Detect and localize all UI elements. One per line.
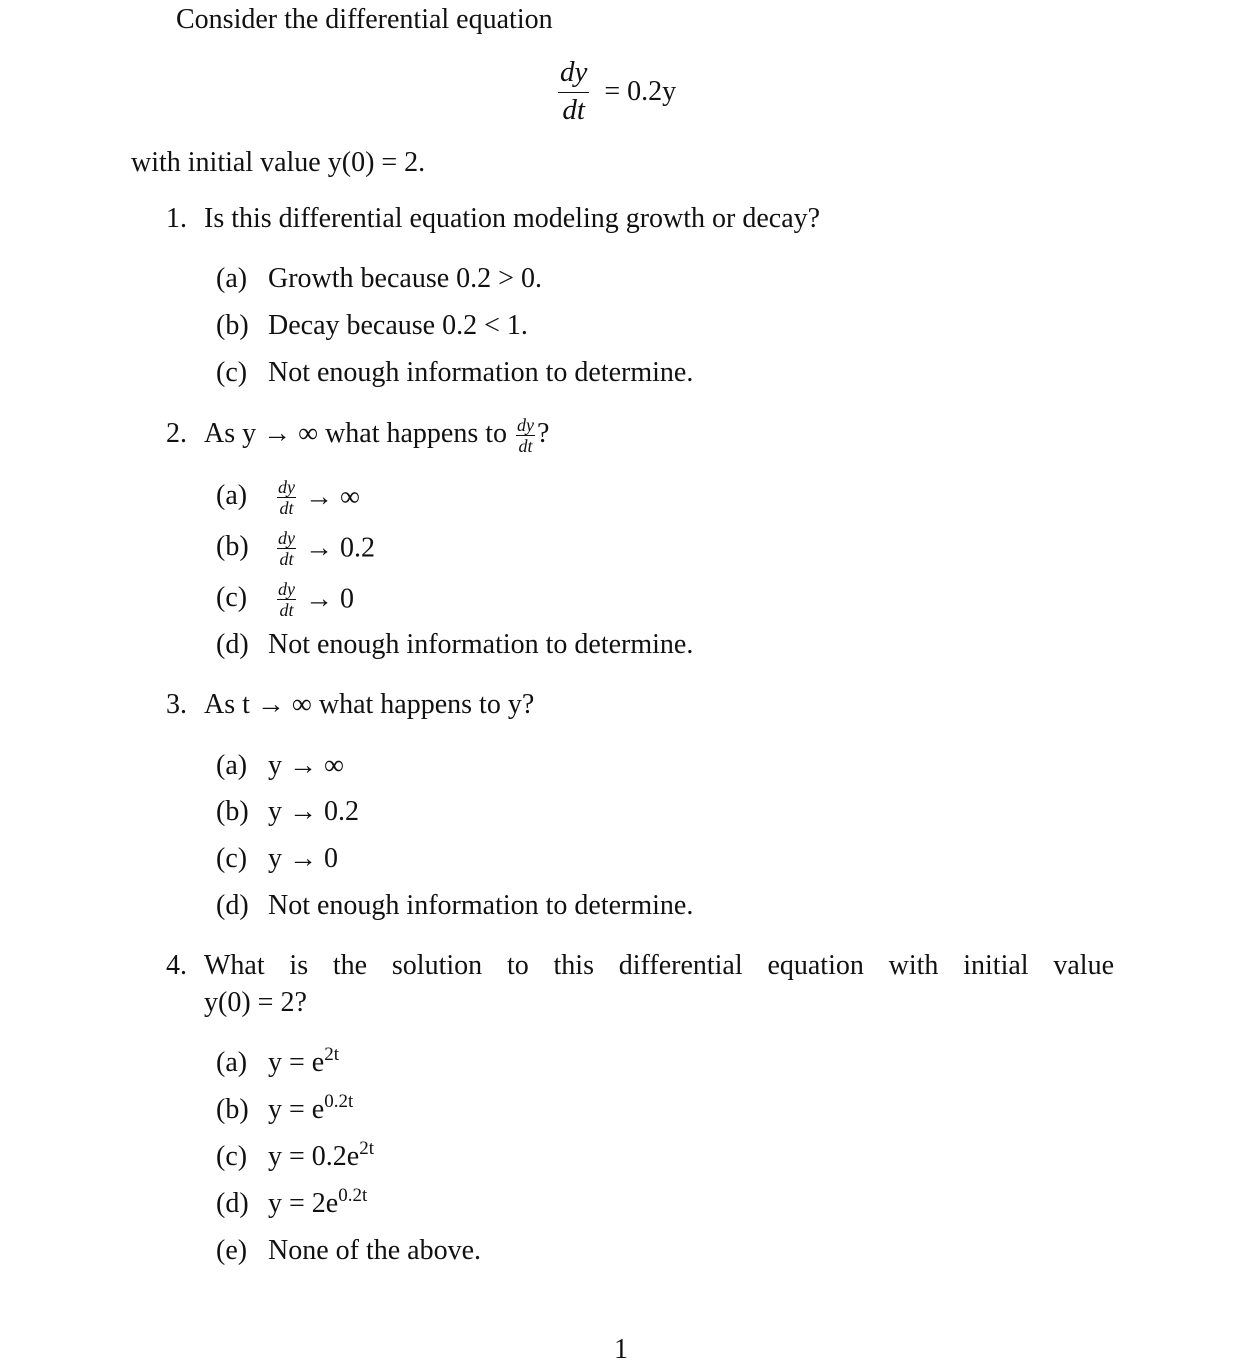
option-exponent: 2t [324, 1044, 339, 1065]
question-number: 4. [166, 950, 187, 981]
option-text: → ∞ [305, 481, 360, 513]
fraction-denominator: dt [562, 94, 585, 126]
dy-dt-fraction [558, 58, 589, 125]
q3-option-b [216, 798, 359, 826]
option-label: (b) [216, 1094, 249, 1125]
question-number: 1. [166, 203, 187, 234]
option-label: (c) [216, 1141, 248, 1172]
option-label: (d) [216, 1188, 249, 1219]
option-label: (a) [216, 750, 248, 781]
option-text: Decay because 0.2 < 1. [268, 310, 528, 341]
q2-option-a [216, 478, 360, 517]
question-4 [166, 952, 1114, 1017]
question-text: Is this differential equation modeling growth or decay? [204, 203, 821, 234]
option-text: Not enough information to determine. [268, 890, 694, 921]
question-number: 3. [166, 689, 187, 720]
dy-dt-fraction [277, 478, 296, 517]
question-number: 2. [166, 417, 187, 449]
option-exponent: 0.2t [338, 1185, 368, 1206]
option-label: (b) [216, 310, 249, 341]
fraction-denominator: dt [279, 549, 294, 569]
q4-option-c [216, 1138, 374, 1172]
q4-option-a [216, 1044, 339, 1078]
fraction-numerator: dy [278, 579, 295, 599]
q1-option-b [216, 312, 528, 340]
question-end: ? [537, 417, 550, 449]
q1-option-a [216, 265, 542, 293]
fraction-denominator: dt [518, 436, 533, 456]
fraction-numerator: dy [558, 58, 589, 93]
option-text: Growth because 0.2 > 0. [268, 263, 542, 294]
option-label: (c) [216, 357, 248, 388]
option-text: → 0 [305, 583, 354, 615]
option-exponent: 0.2t [324, 1091, 354, 1112]
option-base: y = e [268, 1094, 325, 1125]
option-base: y = e [268, 1047, 325, 1078]
dy-dt-fraction [516, 416, 535, 455]
option-text: Not enough information to determine. [268, 629, 694, 660]
page-number: 1 [614, 1334, 628, 1365]
q3-option-c [216, 845, 338, 873]
initial-value-text: with initial value y(0) = 2. [131, 147, 426, 178]
intro-text: Consider the differential equation [176, 4, 553, 35]
q2-option-d [216, 631, 693, 659]
question-3 [166, 691, 534, 719]
dy-dt-fraction [277, 529, 296, 568]
option-base: y = 0.2e [268, 1141, 360, 1172]
option-label: (a) [216, 479, 248, 511]
option-text: → 0.2 [305, 532, 375, 564]
dy-dt-fraction [277, 580, 296, 619]
fraction-numerator: dy [517, 415, 535, 435]
q3-option-a [216, 752, 344, 780]
q1-option-c [216, 359, 693, 387]
question-text-line-2: y(0) = 2? [204, 987, 307, 1018]
q4-option-d [216, 1185, 368, 1219]
main-equation [556, 58, 676, 125]
fraction-denominator: dt [279, 498, 294, 518]
q2-option-b [216, 529, 375, 568]
option-label: (d) [216, 629, 249, 660]
question-text-line-1: What is the solution to this differential equation with initial value [204, 950, 1114, 981]
option-exponent: 2t [359, 1138, 374, 1159]
option-text: y → ∞ [268, 750, 344, 781]
question-text: As t → ∞ what happens to y? [204, 689, 535, 720]
option-label: (e) [216, 1235, 248, 1266]
option-label: (b) [216, 796, 249, 827]
fraction-numerator: dy [278, 477, 295, 497]
question-2 [166, 416, 549, 455]
q3-option-d [216, 892, 693, 920]
option-label: (c) [216, 581, 248, 613]
option-base: y = 2e [268, 1188, 339, 1219]
option-text: y → 0 [268, 843, 338, 874]
option-label: (d) [216, 890, 249, 921]
option-text: None of the above. [268, 1235, 482, 1266]
fraction-denominator: dt [279, 600, 294, 620]
q4-option-b [216, 1091, 354, 1125]
question-text: As y → ∞ what happens to [204, 417, 508, 449]
option-text: y → 0.2 [268, 796, 359, 827]
option-label: (b) [216, 530, 249, 562]
option-label: (a) [216, 263, 248, 294]
fraction-numerator: dy [278, 528, 295, 548]
q4-option-e [216, 1237, 481, 1265]
equation-rhs: = 0.2y [604, 75, 677, 107]
option-text: Not enough information to determine. [268, 357, 694, 388]
option-label: (a) [216, 1047, 248, 1078]
option-label: (c) [216, 843, 248, 874]
question-1 [166, 205, 820, 233]
q2-option-c [216, 580, 354, 619]
